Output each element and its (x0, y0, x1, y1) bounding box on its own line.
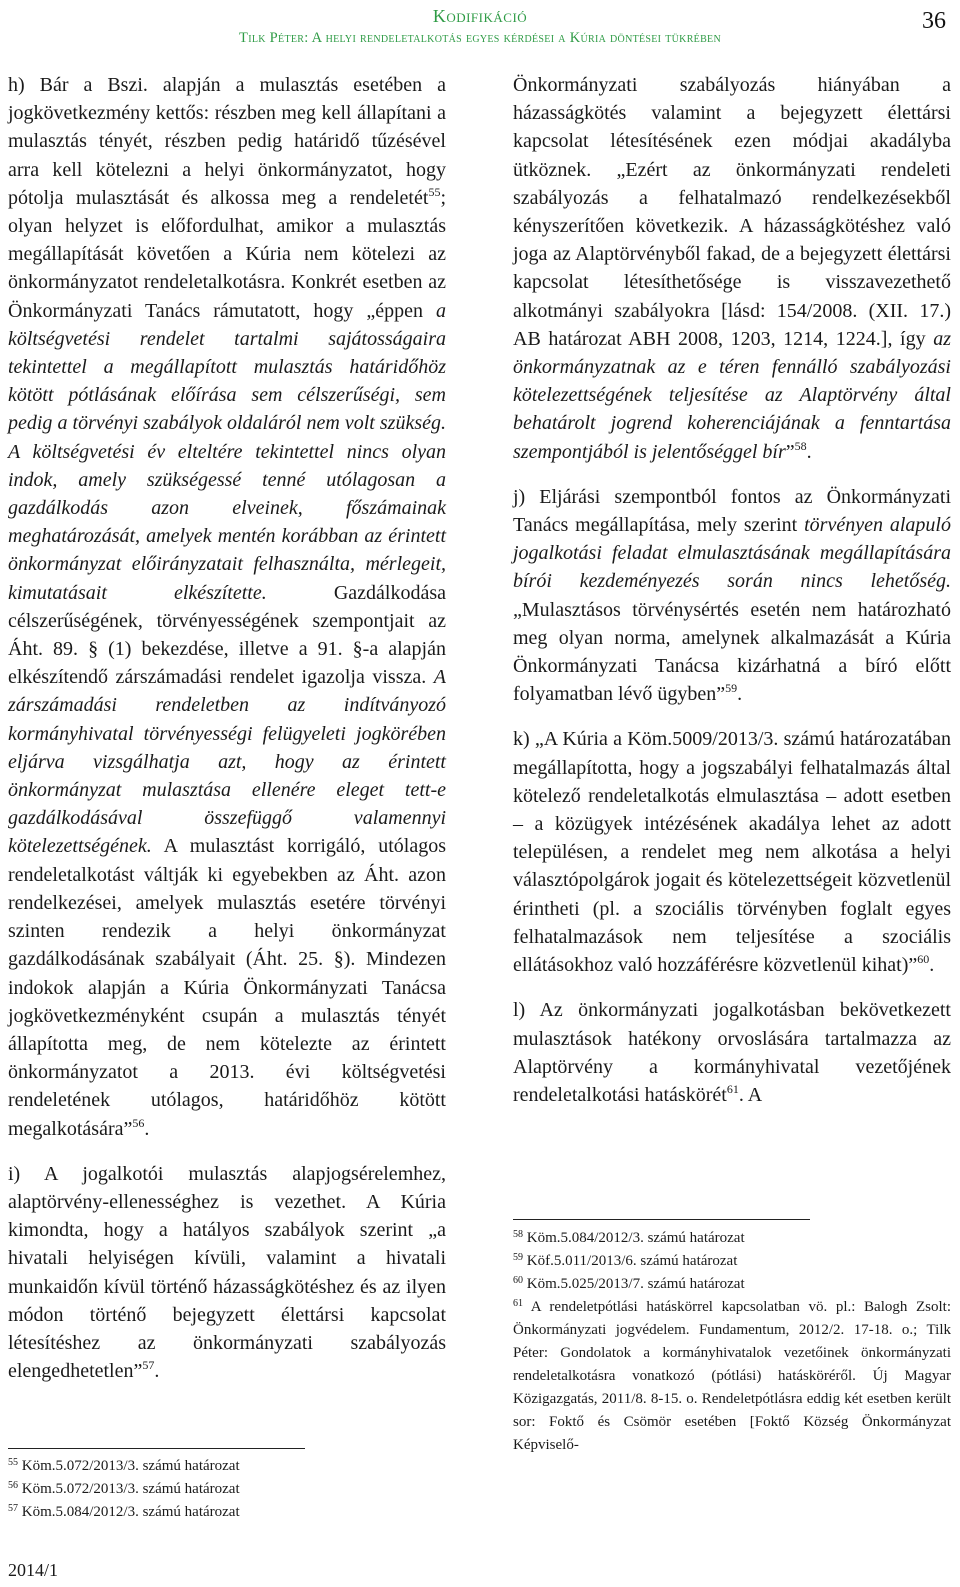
text-run: . (737, 683, 743, 706)
footnote-57 (8, 1501, 446, 1524)
footnote-58 (513, 1227, 951, 1250)
left-column (8, 71, 446, 1385)
footnote-ref-61[interactable]: 61 (726, 1081, 739, 1096)
running-header (0, 0, 960, 60)
footnotes-left (8, 1455, 446, 1524)
footnote-text: Köm.5.025/2013/7. számú határozat (526, 1276, 745, 1292)
page-number: 36 (922, 8, 946, 34)
paragraph-k (513, 725, 951, 979)
footnote-ref-56[interactable]: 56 (132, 1115, 145, 1130)
text-run: A mulasztást korrigáló, utólagos rendeletalkotást váltják ki egyebekben az Áht. azon rendelkezései, amelyek mulasztás esetére törvényi szinten rendezik a helyi önkormányzat gazdálkodásának szabályait (Áht. 25. §). Mindezen indokok alapján a Kúria Önkormányzati Tanácsa jogkövetkezményként csupán a mulasztás tényét állapította meg, de nem kötelezte az érintett önkormányzatot a 2013. évi költségvetési rendeletének utólagos, határidőhöz kötött megalkotására” (8, 835, 446, 1140)
italic-quote: az önkormányzatnak az e téren fennálló szabályozási kötelezettségének teljesítése az Alaptörvény által behatárolt jogrend koherenciájának a fenntartása szempontjából is jelentőséggel bír (513, 327, 951, 463)
paragraph-h-continued (513, 71, 951, 466)
italic-quote: törvényen alapuló jogalkotási feladat elmulasztásának megállapítására bírói kezdeményezés során nincs lehetőség. (513, 514, 951, 593)
issue-label: 2014/1 (8, 1560, 59, 1580)
section-title: Kodifikáció (432, 6, 528, 26)
footnote-number: 58 (513, 1229, 523, 1240)
article-running-title: Tilk Péter: A helyi rendeletalkotás egyes kérdései a Kúria döntései tükrében (239, 30, 721, 46)
text-run: . (806, 440, 812, 463)
footnote-ref-60[interactable]: 60 (917, 952, 930, 967)
text-run: „Mulasztásos törvénysértés esetén nem határozható meg olyan norma, amelynek alkalmazását a Kúria Önkormányzati Tanácsa kizárhatná a bíró előtt folyamatban lévő ügyben” (513, 598, 951, 706)
footnote-number: 55 (8, 1457, 18, 1468)
text-run: ” (785, 440, 795, 463)
footnote-text: Köm.5.072/2013/3. számú határozat (21, 1481, 240, 1497)
footnote-text: Köm.5.072/2013/3. számú határozat (21, 1458, 240, 1474)
text-run: l) Az önkormányzati jogalkotásban bekövetkezett mulasztások hatékony orvoslására tartalmazza az Alaptörvény a kormányhivatal vezetőjének rendeletalkotási hatáskörét (513, 999, 951, 1106)
text-run: Önkormányzati szabályozás hiányában a házasságkötés valamint a bejegyzett élettársi kapcsolat létesítésének ezen módjai akadályba ütköznek. „Ezért az önkormányzati rendeleti szabályozás a felhatalmazó rendelkezésekből kényszerítően következik. A házasságkötéshez való joga az Alaptörvényből fakad, de a bejegyzett élettársi kapcsolat létesíthetősége is visszavezethető alkotmányi szabályokra [lásd: 154/2008. (XII. 17.) AB határozat ABH 2008, 1203, 1214, 1224.], így (513, 74, 951, 350)
footnote-59 (513, 1250, 951, 1273)
footnote-number: 57 (8, 1503, 18, 1514)
text-run: . (154, 1360, 160, 1383)
footnote-ref-57[interactable]: 57 (142, 1358, 155, 1373)
footnote-56 (8, 1478, 446, 1501)
footnotes-right (513, 1227, 951, 1457)
footnote-ref-58[interactable]: 58 (794, 438, 807, 453)
paragraph-i (8, 1160, 446, 1386)
text-run: h) Bár a Bszi. alapján a mulasztás esetében a jogkövetkezmény kettős: részben meg kell állapítani a mulasztás tényét, részben pedig határidő tűzésével arra kell kötelezni a helyi önkormányzatot, hogy pótolja mulasztását és alkossa meg a rendeletét (8, 74, 446, 209)
text-run: i) A jogalkotói mulasztás alapjogsérelemhez, alaptörvény-ellenességhez is vezethet. A Kúria kimondta, hogy a hatályos szabályok szerint „a hivatali helyiségen kívüli, valamint a hivatali munkaidőn kívül történő házasságkötéshez és az ilyen módon történő bejegyzett élettársi kapcsolat létesítéshez az önkormányzati szabályozás elengedhetetlen” (8, 1162, 446, 1383)
footnote-number: 60 (513, 1275, 523, 1286)
footnote-divider (513, 1219, 810, 1220)
footnote-ref-55[interactable]: 55 (428, 184, 441, 199)
footnote-number: 61 (513, 1298, 523, 1309)
footnote-text: A rendeletpótlási hatáskörrel kapcsolatban vö. pl.: Balogh Zsolt: Önkormányzati jogvédelem. Fundamentum, 2012/2. 17-18. o.; Tilk Péter: Gondolatok a kormányhivatalok vezetőinek önkormányzati rendeletalkotásra vonatkozó (pótlási) hatásköréről. Új Magyar Közigazgatás, 2011/8. 8-15. o. Rendeletpótlásra eddig két esetben került sor: Foktő és Csömör esetében [Foktő Község Önkormányzat Képviselő- (513, 1299, 951, 1453)
text-run: . (144, 1117, 150, 1140)
text-run: . (929, 954, 935, 977)
text-run: . A (738, 1083, 763, 1106)
text-run: ; olyan helyzet is előfordulhat, amikor a mulasztás megállapítását követően a Kúria nem kötelezi az önkormányzatot rendeletalkotásra. Konkrét esetben az Önkormányzati Tanács rámutatott, hogy „éppen (8, 186, 446, 322)
right-column (513, 71, 951, 1109)
text-run: k) „A Kúria a Köm.5009/2013/3. számú határozatában megállapította, hogy a jogszabályi felhatalmazás által kötelező rendeletalkotás elmulasztása – adott esetben – a közügyek intézésének akadálya lehet az adott településen, a rendelet meg nem alkotása a helyi választópolgárok jogait és kötelezettségeit közvetlenül érintheti (pl. a szociális törvényben foglalt egyes felhatalmazások nem teljesítése a szociális ellátásokhoz való hozzáférésre közvetlenül kihat)” (513, 728, 951, 977)
footnote-divider (8, 1448, 305, 1449)
footnote-61 (513, 1296, 951, 1457)
paragraph-l (513, 996, 951, 1109)
text-run: Gazdálkodása célszerűségének, törvényességének szempontjait az Áht. 89. § (1) bekezdése, illetve a 91. §-a alapján elkészítendő zárszámadási rendelet igazolja vissza. (8, 581, 447, 689)
footnote-text: Köm.5.084/2012/3. számú határozat (21, 1504, 240, 1520)
footnote-number: 59 (513, 1252, 523, 1263)
paragraph-h (8, 71, 446, 1143)
paragraph-j (513, 483, 951, 709)
footnote-number: 56 (8, 1480, 18, 1491)
footnote-text: Köm.5.084/2012/3. számú határozat (526, 1230, 745, 1246)
footnote-55 (8, 1455, 446, 1478)
footnote-text: Köf.5.011/2013/6. számú határozat (526, 1253, 738, 1269)
italic-quote: a költségvetési rendelet tartalmi sajátosságaira tekintettel a megállapított mulasztás határidőhöz kötött pótlásának előírása sem célszerűségi, sem pedig a törvényi szabályok oldaláról nem volt szükség. A költségvetési év elteltére tekintettel nincs olyan indok, amely szükségessé tenné utólagosan a gazdálkodás azon elveinek, főszámainak meghatározását, amelyek mentén korábban az érintett önkormányzat előirányzatait felhasználta, mérlegeit, kimutatásait elkészítette. (8, 299, 446, 604)
text-run: j) Eljárási szempontból fontos az Önkormányzati Tanács megállapítása, mely szerint (513, 485, 951, 537)
footnote-60 (513, 1273, 951, 1296)
footnote-ref-59[interactable]: 59 (725, 681, 738, 696)
italic-quote: A zárszámadási rendeletben az indítványozó kormányhivatal törvényességi felügyeleti jogkörében eljárva vizsgálhatja azt, hogy az érintett önkormányzat mulasztása ellenére eleget tett-e gazdálkodásával összefüggő valamennyi kötelezettségének. (8, 666, 446, 858)
